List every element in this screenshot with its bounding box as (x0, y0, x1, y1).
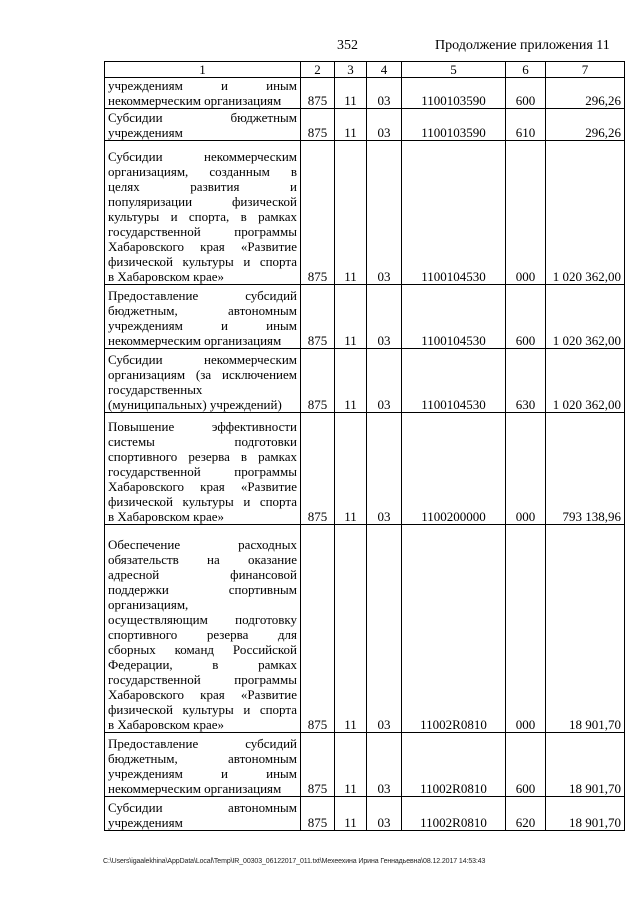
row-name (105, 525, 301, 733)
cell-target-code: 11002R0810 (402, 797, 506, 831)
row-name-line: Хабаровского края «Развитие (108, 239, 297, 254)
cell-target-code: 1100104530 (402, 349, 506, 413)
row-name-line: некоммерческим организациям (108, 333, 282, 348)
cell-subsection-code: 03 (367, 413, 402, 525)
row-name-line: физической культуры и спорта (108, 254, 297, 269)
row-name (105, 109, 301, 141)
row-name-line: Предоставление субсидий (108, 736, 297, 751)
cell-ministry-code: 875 (301, 78, 335, 109)
row-name-line: осуществляющим подготовку (108, 612, 297, 627)
row-name-line: в Хабаровском крае» (108, 269, 225, 284)
column-header: 3 (335, 62, 367, 78)
cell-subsection-code: 03 (367, 525, 402, 733)
table-row (105, 109, 625, 141)
row-name-line: физической культуры и спорта (108, 494, 297, 509)
row-name-line: в Хабаровском крае» (108, 717, 225, 732)
row-name (105, 141, 301, 285)
row-name (105, 285, 301, 349)
cell-section-code: 11 (335, 141, 367, 285)
cell-target-code: 1100104530 (402, 141, 506, 285)
row-name (105, 78, 301, 109)
row-name-line: организациям, созданным в (108, 164, 297, 179)
cell-ministry-code: 875 (301, 797, 335, 831)
cell-target-code: 1100103590 (402, 78, 506, 109)
cell-expense-type: 620 (506, 797, 546, 831)
cell-expense-type: 600 (506, 285, 546, 349)
table-row (105, 413, 625, 525)
row-name-line: Повышение эффективности (108, 419, 297, 434)
cell-target-code: 1100103590 (402, 109, 506, 141)
row-name (105, 413, 301, 525)
row-name-line: (муниципальных) учреждений) (108, 397, 282, 412)
cell-expense-type: 000 (506, 525, 546, 733)
table-row (105, 733, 625, 797)
row-name-line: государственной программы (108, 224, 297, 239)
footer-path: C:\Users\igaalekhina\AppData\Local\Temp\IR_00303_06122017_011.txt\Мехеехина Ирина Геннадьевна\08.12.2017 14:53:43 (103, 858, 486, 865)
row-name-line: сборных команд Российской (108, 642, 297, 657)
row-name-line: обязательств на оказание (108, 552, 297, 567)
cell-section-code: 11 (335, 78, 367, 109)
row-name-line: бюджетным, автономным (108, 303, 297, 318)
row-name-line: в Хабаровском крае» (108, 509, 225, 524)
cell-section-code: 11 (335, 109, 367, 141)
cell-target-code: 1100200000 (402, 413, 506, 525)
column-header: 4 (367, 62, 402, 78)
cell-amount: 18 901,70 (546, 525, 625, 733)
row-name (105, 797, 301, 831)
header-row (105, 62, 625, 78)
continuation-label: Продолжение приложения 11 (435, 38, 610, 53)
row-name-line: системы подготовки (108, 434, 297, 449)
cell-subsection-code: 03 (367, 733, 402, 797)
row-name-line: спортивного резерва в рамках (108, 449, 297, 464)
row-name (105, 733, 301, 797)
row-name (105, 349, 301, 413)
row-name-line: Обеспечение расходных (108, 537, 297, 552)
cell-ministry-code: 875 (301, 525, 335, 733)
row-name-line: государственных (108, 382, 203, 397)
row-name-line: культуры и спорта, в рамках (108, 209, 297, 224)
cell-target-code: 11002R0810 (402, 733, 506, 797)
table-row (105, 349, 625, 413)
cell-subsection-code: 03 (367, 285, 402, 349)
cell-amount: 18 901,70 (546, 797, 625, 831)
row-name-line: поддержки спортивным (108, 582, 297, 597)
cell-section-code: 11 (335, 525, 367, 733)
table-row (105, 525, 625, 733)
cell-ministry-code: 875 (301, 285, 335, 349)
cell-amount: 296,26 (546, 78, 625, 109)
cell-expense-type: 000 (506, 413, 546, 525)
row-name-line: учреждениям (108, 815, 183, 830)
cell-subsection-code: 03 (367, 349, 402, 413)
cell-expense-type: 600 (506, 733, 546, 797)
cell-target-code: 1100104530 (402, 285, 506, 349)
row-name-line: некоммерческим организациям (108, 93, 282, 108)
cell-amount: 1 020 362,00 (546, 141, 625, 285)
row-name-line: учреждениям и иным (108, 766, 297, 781)
cell-section-code: 11 (335, 285, 367, 349)
cell-expense-type: 630 (506, 349, 546, 413)
cell-amount: 1 020 362,00 (546, 285, 625, 349)
cell-expense-type: 600 (506, 78, 546, 109)
row-name-line: Федерации, в рамках (108, 657, 297, 672)
cell-subsection-code: 03 (367, 141, 402, 285)
row-name-line: Субсидии бюджетным (108, 110, 297, 125)
cell-expense-type: 610 (506, 109, 546, 141)
cell-ministry-code: 875 (301, 349, 335, 413)
cell-subsection-code: 03 (367, 797, 402, 831)
cell-subsection-code: 03 (367, 109, 402, 141)
row-name-line: популяризации физической (108, 194, 297, 209)
column-header: 7 (546, 62, 625, 78)
row-name-line: физической культуры и спорта (108, 702, 297, 717)
cell-section-code: 11 (335, 733, 367, 797)
row-name-line: организациям (за исключением (108, 367, 297, 382)
row-name-line: спортивного резерва для (108, 627, 297, 642)
row-name-line: учреждениям и иным (108, 318, 297, 333)
cell-ministry-code: 875 (301, 733, 335, 797)
row-name-line: учреждениям (108, 125, 183, 140)
cell-amount: 1 020 362,00 (546, 349, 625, 413)
row-name-line: Субсидии некоммерческим (108, 352, 297, 367)
row-name-line: учреждениям и иным (108, 78, 297, 93)
cell-section-code: 11 (335, 797, 367, 831)
column-header: 1 (105, 62, 301, 78)
row-name-line: государственной программы (108, 672, 297, 687)
cell-ministry-code: 875 (301, 109, 335, 141)
cell-amount: 18 901,70 (546, 733, 625, 797)
row-name-line: Хабаровского края «Развитие (108, 687, 297, 702)
row-name-line: некоммерческим организациям (108, 781, 282, 796)
column-header: 5 (402, 62, 506, 78)
row-name-line: целях развития и (108, 179, 297, 194)
cell-subsection-code: 03 (367, 78, 402, 109)
table-row (105, 141, 625, 285)
row-name-line: Субсидии некоммерческим (108, 149, 297, 164)
budget-table (104, 61, 625, 831)
cell-section-code: 11 (335, 413, 367, 525)
cell-expense-type: 000 (506, 141, 546, 285)
cell-section-code: 11 (335, 349, 367, 413)
row-name-line: бюджетным, автономным (108, 751, 297, 766)
cell-target-code: 11002R0810 (402, 525, 506, 733)
row-name-line: Хабаровского края «Развитие (108, 479, 297, 494)
table-row (105, 797, 625, 831)
cell-ministry-code: 875 (301, 141, 335, 285)
row-name-line: государственной программы (108, 464, 297, 479)
page-number: 352 (337, 38, 358, 53)
column-header: 2 (301, 62, 335, 78)
cell-amount: 296,26 (546, 109, 625, 141)
row-name-line: адресной финансовой (108, 567, 297, 582)
column-header: 6 (506, 62, 546, 78)
table-row (105, 78, 625, 109)
cell-amount: 793 138,96 (546, 413, 625, 525)
row-name-line: Субсидии автономным (108, 800, 297, 815)
row-name-line: Предоставление субсидий (108, 288, 297, 303)
table-row (105, 285, 625, 349)
cell-ministry-code: 875 (301, 413, 335, 525)
row-name-line: организациям, (108, 597, 189, 612)
